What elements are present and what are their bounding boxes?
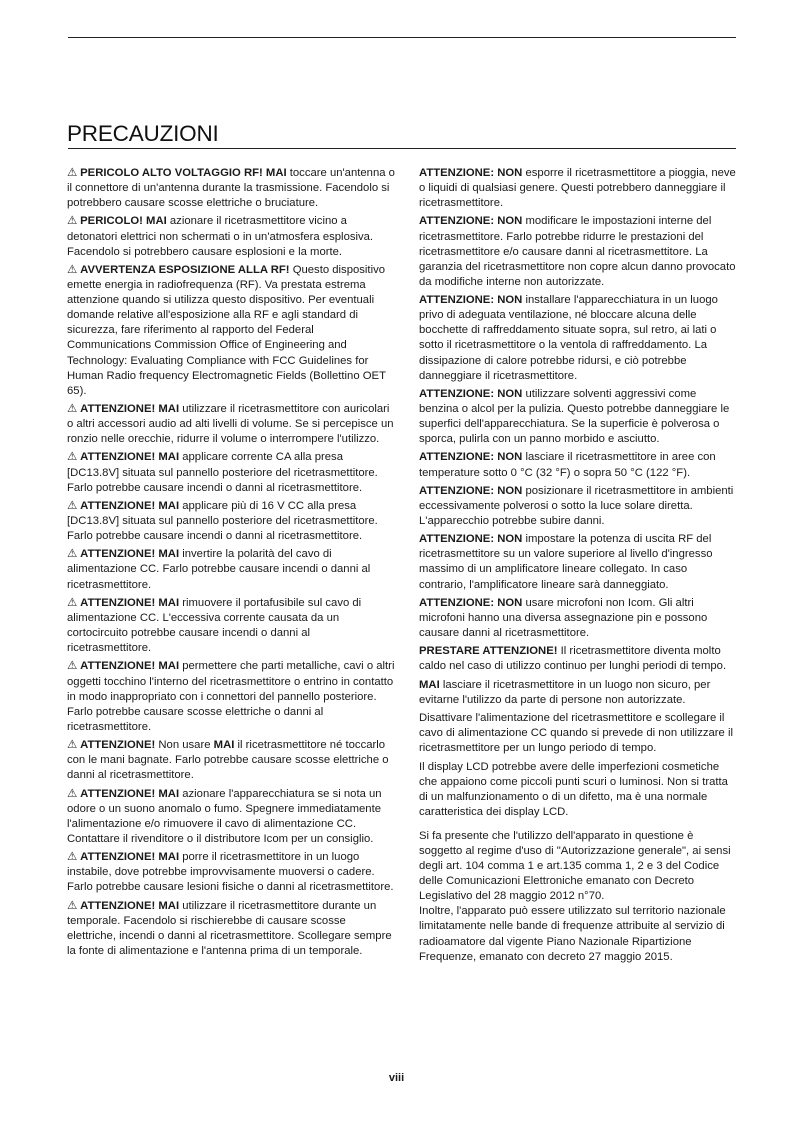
precaution-item <box>419 596 737 641</box>
precaution-text: il ricetrasmettitore né toccarlo con le mani bagnate. Farlo potrebbe causare scosse elettriche o danni al ricetrasmettitore. <box>67 739 389 782</box>
precaution-item <box>419 387 737 447</box>
precaution-prefix: ATTENZIONE! MAI <box>80 787 180 800</box>
precaution-prefix: ATTENZIONE! MAI <box>80 851 180 864</box>
precaution-item <box>419 760 737 820</box>
precaution-item <box>67 596 397 656</box>
warning-triangle-icon: ⚠ <box>67 851 78 864</box>
precaution-item <box>419 450 737 480</box>
precaution-item <box>419 711 737 756</box>
precaution-prefix: ATTENZIONE: NON <box>419 294 523 307</box>
precaution-text: posizionare il ricetrasmettitore in ambienti eccessivamente polverosi o sotto la luce solare diretta. L'apparecchio potrebbe subire danni. <box>419 484 734 527</box>
precaution-prefix: MAI <box>419 678 440 691</box>
precaution-item <box>67 214 397 259</box>
precaution-prefix: ATTENZIONE: NON <box>419 215 523 228</box>
precaution-item <box>67 263 397 399</box>
warning-triangle-icon: ⚠ <box>67 899 78 912</box>
precaution-text: lasciare il ricetrasmettitore in aree con temperature sotto 0 °C (32 °F) o sopra 50 °C (122 °F). <box>419 451 716 479</box>
precaution-item <box>67 166 397 211</box>
precaution-prefix: ATTENZIONE: NON <box>419 484 523 497</box>
precaution-prefix-secondary: MAI <box>213 739 235 752</box>
precaution-prefix: ATTENZIONE: NON <box>419 451 523 464</box>
precaution-prefix: ATTENZIONE: NON <box>419 387 523 400</box>
legal-notice-paragraph <box>419 829 737 965</box>
precaution-item <box>67 402 397 447</box>
precaution-text: Disattivare l'alimentazione del ricetrasmettitore e scollegare il cavo di alimentazione CC quando si prevede di non utilizzare il ricetrasmettitore per un lungo periodo di tempo. <box>419 712 733 755</box>
precaution-text: Il display LCD potrebbe avere delle imperfezioni cosmetiche che appaiono come piccoli punti scuri o luminosi. Non si tratta di un malfunzionamento o di un difetto, ma è una normale caratteristica dei display LCD. <box>419 760 728 818</box>
precaution-prefix: AVVERTENZA ESPOSIZIONE ALLA RF! <box>80 263 290 276</box>
warning-triangle-icon: ⚠ <box>67 660 78 673</box>
warning-triangle-icon: ⚠ <box>67 167 78 179</box>
precaution-text: usare microfoni non Icom. Gli altri microfoni hanno una diversa assegnazione pin e possono causare danni al ricetrasmettitore. <box>419 596 708 640</box>
precaution-text: applicare corrente CA alla presa [DC13.8V] situata sul pannello posteriore del ricetrasmettitore. Farlo potrebbe causare incendi o danni al ricetrasmettitore. <box>67 451 378 494</box>
precaution-text: utilizzare solventi aggressivi come benzina o alcol per la pulizia. Questo potrebbe danneggiare le superfici dell'apparecchiatura. Se la superficie è polverosa o sporca, pulirla con un panno morbido e asciutto. <box>419 387 730 446</box>
precaution-prefix: ATTENZIONE! MAI <box>80 499 180 512</box>
top-rule <box>68 37 736 38</box>
precaution-text: esporre il ricetrasmettitore a pioggia, neve o liquidi di qualsiasi genere. Questi potrebbero danneggiare il ricetrasmettitore. <box>419 167 736 210</box>
precaution-prefix: ATTENZIONE: NON <box>419 533 523 546</box>
precaution-item <box>67 787 397 847</box>
precaution-item <box>67 899 397 959</box>
precaution-text: lasciare il ricetrasmettitore in un luogo non sicuro, per evitarne l'utilizzo da parte di persone non autorizzate. <box>419 678 711 706</box>
warning-triangle-icon: ⚠ <box>67 739 78 752</box>
precaution-prefix: ATTENZIONE! MAI <box>80 899 180 912</box>
precaution-text: installare l'apparecchiatura in un luogo privo di adeguata ventilazione, né bloccare alcuna delle bocchette di raffreddamento situate sopra, sul retro, ai lati o sotto il ricetrasmettitore o la ventola di raffreddamento. La dissipazione di calore potrebbe ridursi, e ciò potrebbe danneggiare il ricetrasmettitore. <box>419 294 718 382</box>
precaution-prefix: PERICOLO ALTO VOLTAGGIO RF! MAI <box>80 167 287 179</box>
precaution-item <box>67 659 397 734</box>
warning-triangle-icon: ⚠ <box>67 499 78 512</box>
page-title: PRECAUZIONI <box>67 121 219 146</box>
precaution-item <box>67 850 397 895</box>
warning-triangle-icon: ⚠ <box>67 548 78 561</box>
precaution-item <box>67 547 397 592</box>
precaution-text: impostare la potenza di uscita RF del ricetrasmettitore su un valore superiore al livello d'ingresso massimo di un amplificatore lineare collegato. In caso contrario, l'amplificatore lineare sarà danneggiato. <box>419 533 713 591</box>
precaution-text: Questo dispositivo emette energia in radiofrequenza (RF). Va prestata estrema attenzione quando si utilizza questo dispositivo. Per eventuali domande relative all'esposizione alla RF e agli standard di sicurezza, fare riferimento al rapporto del Federal Communications Commission Office of Engineering and Technology: Evaluating Compliance with FCC Guidelines for Human Radio frequency Electromagnetic Fields (Bollettino OET 65). <box>67 263 386 397</box>
legal-notice-text-1: Si fa presente che l'utilizzo dell'apparato in questione è soggetto al regime d'uso di "Autorizzazione generale", ai sensi degli art. 104 comma 1 e art.135 comma 1, 2 e 3 del Codice delle Comunicazioni Elettroniche emanato con Decreto Legislativo del 28 maggio 2012 n°70. <box>419 829 731 903</box>
precaution-text: utilizzare il ricetrasmettitore con auricolari o altri accessori audio ad alti livelli di volume. Se si percepisce un ronzio nelle orecchie, ridurre il volume o interrompere l'utilizzo. <box>67 402 394 446</box>
precaution-item <box>419 678 737 708</box>
precaution-text: applicare più di 16 V CC alla presa [DC13.8V] situata sul pannello posteriore del ricetrasmettitore. Farlo potrebbe causare incendi o danni al ricetrasmettitore. <box>67 499 378 543</box>
precaution-text: invertire la polarità del cavo di alimentazione CC. Farlo potrebbe causare incendi o danni al ricetrasmettitore. <box>67 548 371 591</box>
precaution-prefix: ATTENZIONE! MAI <box>80 402 180 415</box>
title-rule <box>68 148 736 149</box>
precaution-prefix: ATTENZIONE! MAI <box>80 451 180 464</box>
precaution-text: azionare il ricetrasmettitore vicino a detonatori elettrici non schermati o in un'atmosfera esplosiva. Facendolo si potrebbero causare esplosioni e la morte. <box>67 215 374 258</box>
precaution-prefix: ATTENZIONE! MAI <box>80 660 180 673</box>
precaution-prefix: ATTENZIONE: NON <box>419 596 523 609</box>
precaution-prefix: ATTENZIONE! MAI <box>80 596 180 609</box>
precaution-item <box>419 484 737 529</box>
warning-triangle-icon: ⚠ <box>67 596 78 609</box>
precaution-prefix: PERICOLO! MAI <box>80 215 167 228</box>
warning-triangle-icon: ⚠ <box>67 215 78 228</box>
right-column <box>419 166 737 968</box>
precaution-text: permettere che parti metalliche, cavi o altri oggetti tocchino l'interno del ricetrasmettitore o entrino in contatto in modo inappropriato con i connettori del pannello posteriore. Farlo potrebbe causare scosse elettriche o danni al ricetrasmettitore. <box>67 660 395 733</box>
precaution-text: azionare l'apparecchiatura se si nota un odore o un suono anomalo o fumo. Spegnere immediatamente l'alimentazione e/o rimuovere il cavo di alimentazione CC. Contattare il rivenditore o il distributore Icom per un consiglio. <box>67 787 382 845</box>
precaution-item <box>419 166 737 211</box>
precaution-item <box>67 738 397 783</box>
precaution-prefix: ATTENZIONE! MAI <box>80 548 180 561</box>
precaution-item <box>419 214 737 289</box>
warning-triangle-icon: ⚠ <box>67 402 78 415</box>
precaution-text: toccare un'antenna o il connettore di un'antenna durante la trasmissione. Facendolo si potrebbero causare scosse elettriche o bruciature. <box>67 167 395 210</box>
precaution-prefix: ATTENZIONE: NON <box>419 167 523 179</box>
left-column <box>67 166 397 962</box>
precaution-text: modificare le impostazioni interne del ricetrasmettitore. Farlo potrebbe ridurre le prestazioni del ricetrasmettitore e/o causare danni al ricetrasmettitore. La garanzia del ricetrasmettitore non copre alcun danno provocato da modifiche interne non autorizzate. <box>419 215 736 288</box>
precaution-text: rimuovere il portafusibile sul cavo di alimentazione CC. L'eccessiva corrente causata da un cortocircuito potrebbe causare incendi o danni al ricetrasmettitore. <box>67 596 362 655</box>
precaution-item <box>67 499 397 544</box>
warning-triangle-icon: ⚠ <box>67 263 78 276</box>
page-number: viii <box>388 1072 405 1084</box>
precaution-text-mid: Non usare <box>155 739 214 752</box>
precaution-text: utilizzare il ricetrasmettitore durante un temporale. Facendolo si rischierebbe di causare scosse elettriche, incendi o danni al ricetrasmettitore. Scollegare sempre la fonte di alimentazione e l'antenna prima di un temporale. <box>67 899 392 957</box>
legal-notice-text-2: Inoltre, l'apparato può essere utilizzato sul territorio nazionale limitatamente nelle bande di frequenze attribuite al servizio di radioamatore dal vigente Piano Nazionale Ripartizione Frequenze, emanato con decreto 27 maggio 2015. <box>419 905 726 963</box>
precaution-text: porre il ricetrasmettitore in un luogo instabile, dove potrebbe improvvisamente muoversi o cadere. Farlo potrebbe causare lesioni fisiche o danni al ricetrasmettitore. <box>67 851 394 894</box>
precaution-prefix: PRESTARE ATTENZIONE! <box>419 645 558 658</box>
precaution-item <box>67 450 397 495</box>
precaution-item <box>419 644 737 674</box>
precaution-text: Il ricetrasmettitore diventa molto caldo nel caso di utilizzo continuo per lunghi periodi di tempo. <box>419 645 727 673</box>
warning-triangle-icon: ⚠ <box>67 787 78 800</box>
precaution-item <box>419 293 737 384</box>
warning-triangle-icon: ⚠ <box>67 451 78 464</box>
precaution-prefix: ATTENZIONE! <box>80 739 156 752</box>
precaution-item <box>419 532 737 592</box>
